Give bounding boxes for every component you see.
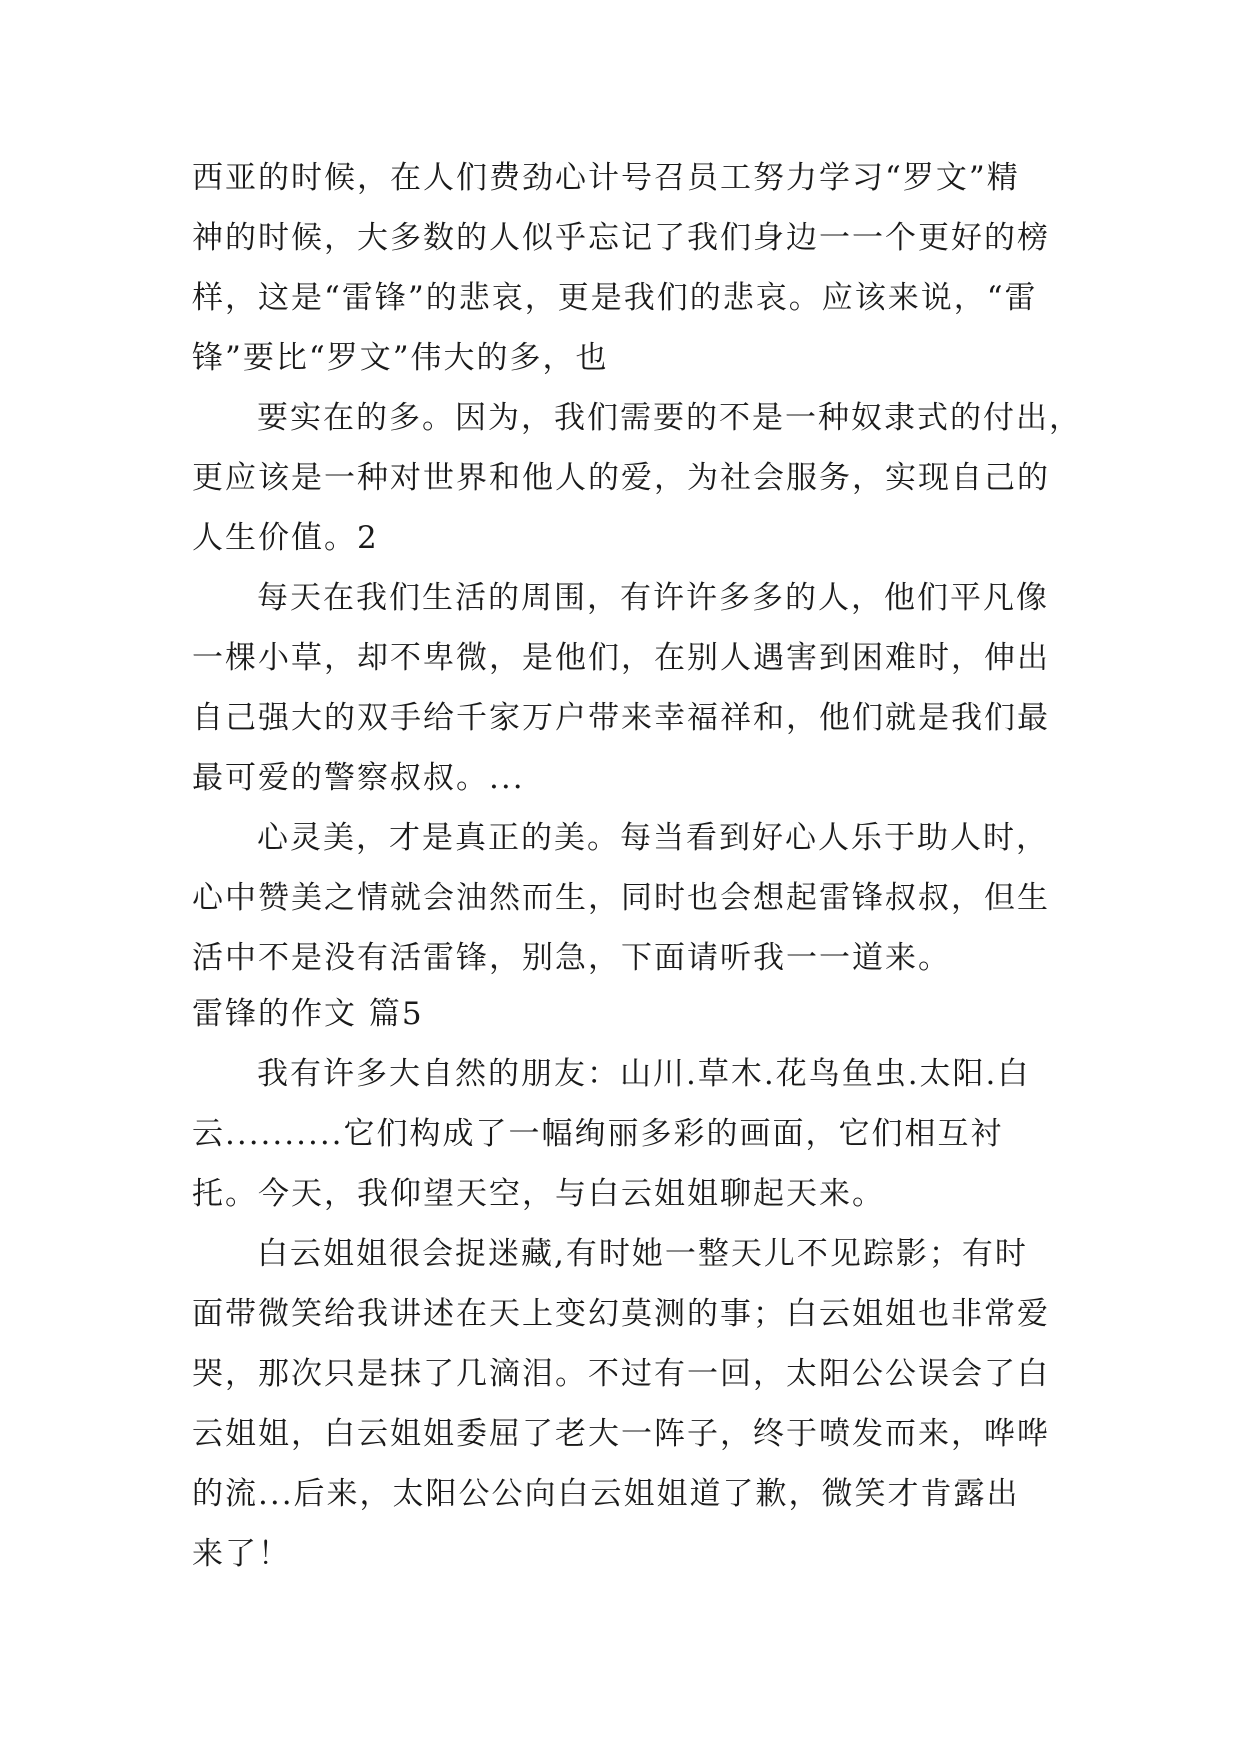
text-line: 活中不是没有活雷锋，别急，下面请听我一一道来。 — [192, 940, 951, 976]
paragraph-first-line: 白云姐姐很会捉迷藏,有时她一整天儿不见踪影；有时 — [257, 1236, 1028, 1272]
text-line: 神的时候，大多数的人似乎忘记了我们身边一一个更好的榜 — [192, 220, 1050, 256]
text-line: 自己强大的双手给千家万户带来幸福祥和，他们就是我们最 — [192, 700, 1050, 736]
paragraph-first-line: 每天在我们生活的周围，有许许多多的人，他们平凡像 — [257, 580, 1049, 616]
text-line: 人生价值。2 — [192, 520, 379, 556]
text-line: 来了！ — [192, 1536, 291, 1572]
text-line: 最可爱的警察叔叔。... — [192, 760, 525, 796]
text-line: 一棵小草，却不卑微，是他们，在别人遇害到困难时，伸出 — [192, 640, 1050, 676]
text-line: 托。今天，我仰望天空，与白云姐姐聊起天来。 — [192, 1176, 885, 1212]
text-line: 的流...后来，太阳公公向白云姐姐道了歉，微笑才肯露出 — [192, 1476, 1020, 1512]
text-line: 锋”要比“罗文”伟大的多，也 — [192, 340, 609, 376]
text-line: 样，这是“雷锋”的悲哀，更是我们的悲哀。应该来说，“雷 — [192, 280, 1038, 316]
text-line: 哭，那次只是抹了几滴泪。不过有一回，太阳公公误会了白 — [192, 1356, 1050, 1392]
text-line: 更应该是一种对世界和他人的爱，为社会服务，实现自己的 — [192, 460, 1050, 496]
paragraph-first-line: 心灵美，才是真正的美。每当看到好心人乐于助人时， — [257, 820, 1049, 856]
text-line: 西亚的时候，在人们费劲心计号召员工努力学习“罗文”精 — [192, 160, 1020, 196]
section-heading: 雷锋的作文 篇5 — [192, 996, 424, 1032]
paragraph-first-line: 我有许多大自然的朋友：山川.草木.花鸟鱼虫.太阳.白 — [257, 1056, 1031, 1092]
text-line: 心中赞美之情就会油然而生，同时也会想起雷锋叔叔，但生 — [192, 880, 1050, 916]
text-line: 云..........它们构成了一幅绚丽多彩的画面，它们相互衬 — [192, 1116, 1004, 1152]
paragraph-first-line: 要实在的多。因为，我们需要的不是一种奴隶式的付出， — [257, 400, 1082, 436]
text-line: 云姐姐，白云姐姐委屈了老大一阵子，终于喷发而来，哗哗 — [192, 1416, 1050, 1452]
text-line: 面带微笑给我讲述在天上变幻莫测的事；白云姐姐也非常爱 — [192, 1296, 1050, 1332]
